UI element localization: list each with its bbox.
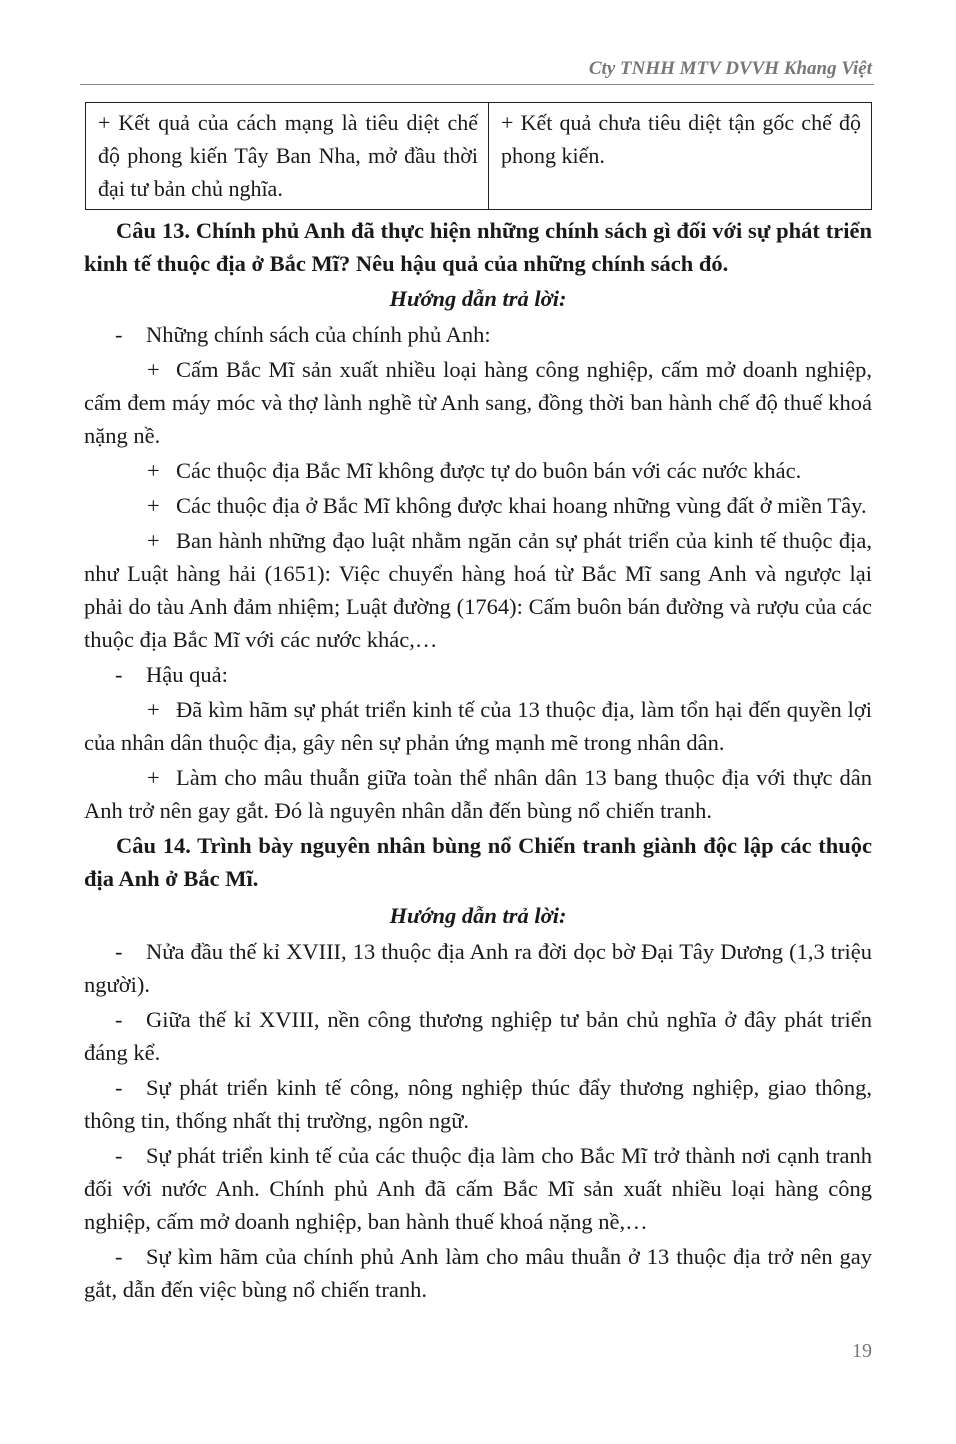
answer-item <box>84 489 872 522</box>
bullet-marker: - <box>115 1143 123 1168</box>
answer-item <box>84 1071 872 1137</box>
bullet-marker: + <box>147 357 160 382</box>
bullet-marker: + <box>147 765 160 790</box>
answer-text: Đã kìm hãm sự phát triển kinh tế của 13 thuộc địa, làm tổn hại đến quyền lợi của nhân dân thuộc địa, gây nên sự phản ứng mạnh mẽ trong nhân dân. <box>84 697 872 755</box>
answer-text: Những chính sách của chính phủ Anh: <box>146 322 491 347</box>
bullet-marker: + <box>147 528 160 553</box>
question-14-guide: Hướng dẫn trả lời: <box>389 903 567 928</box>
bullet-marker: - <box>115 1244 123 1269</box>
bullet-marker: - <box>115 662 123 687</box>
answer-text: Giữa thế kỉ XVIII, nền công thương nghiệp tư bản chủ nghĩa ở đây phát triển đáng kể. <box>84 1007 872 1065</box>
table-cell-left: + Kết quả của cách mạng là tiêu diệt chế độ phong kiến Tây Ban Nha, mở đầu thời đại tư bản chủ nghĩa. <box>86 103 489 210</box>
bullet-marker: + <box>147 493 160 518</box>
question-13-answers <box>84 318 872 827</box>
question-13-title: Câu 13. Chính phủ Anh đã thực hiện những chính sách gì đối với sự phát triển kinh tế thuộc địa ở Bắc Mĩ? Nêu hậu quả của những chính sách đó. <box>84 218 872 276</box>
answer-item <box>84 658 872 691</box>
answer-item <box>84 761 872 827</box>
answer-item <box>84 318 872 351</box>
running-header: Cty TNHH MTV DVVH Khang Việt <box>588 58 872 79</box>
answer-item <box>84 1139 872 1238</box>
answer-text: Sự phát triển kinh tế công, nông nghiệp thúc đẩy thương nghiệp, giao thông, thông tin, thống nhất thị trường, ngôn ngữ. <box>84 1075 872 1133</box>
answer-item <box>84 353 872 452</box>
answer-item <box>84 524 872 656</box>
bullet-marker: + <box>147 458 160 483</box>
bullet-marker: - <box>115 1007 123 1032</box>
answer-item <box>84 935 872 1001</box>
page-number: 19 <box>852 1340 872 1362</box>
question-14-answers <box>84 935 872 1306</box>
header-rule <box>80 84 874 85</box>
bullet-marker: + <box>147 697 160 722</box>
answer-text: Làm cho mâu thuẫn giữa toàn thể nhân dân 13 bang thuộc địa với thực dân Anh trở nên gay gắt. Đó là nguyên nhân dẫn đến bùng nổ chiến tranh. <box>84 765 872 823</box>
answer-text: Sự phát triển kinh tế của các thuộc địa làm cho Bắc Mĩ trở thành nơi cạnh tranh đối với nước Anh. Chính phủ Anh đã cấm Bắc Mĩ sản xuất nhiều loại hàng công nghiệp, cấm mở doanh nghiệp, ban hành thuế khoá nặng nề,… <box>84 1143 872 1234</box>
answer-text: Cấm Bắc Mĩ sản xuất nhiều loại hàng công nghiệp, cấm mở doanh nghiệp, cấm đem máy móc và thợ lành nghề từ Anh sang, đồng thời ban hành chế độ thuế khoá nặng nề. <box>84 357 872 448</box>
answer-item <box>84 1240 872 1306</box>
answer-text: Các thuộc địa ở Bắc Mĩ không được khai hoang những vùng đất ở miền Tây. <box>176 493 867 518</box>
answer-item <box>84 1003 872 1069</box>
answer-text: Các thuộc địa Bắc Mĩ không được tự do buôn bán với các nước khác. <box>176 458 802 483</box>
page-content <box>84 214 872 1308</box>
bullet-marker: - <box>115 322 123 347</box>
comparison-table <box>85 102 872 210</box>
question-14-title: Câu 14. Trình bày nguyên nhân bùng nổ Chiến tranh giành độc lập các thuộc địa Anh ở Bắc Mĩ. <box>84 833 872 891</box>
answer-text: Hậu quả: <box>146 662 228 687</box>
answer-text: Nửa đầu thế kỉ XVIII, 13 thuộc địa Anh ra đời dọc bờ Đại Tây Dương (1,3 triệu người). <box>84 939 872 997</box>
answer-text: Ban hành những đạo luật nhằm ngăn cản sự phát triển của kinh tế thuộc địa, như Luật hàng hải (1651): Việc chuyển hàng hoá từ Bắc Mĩ sang Anh và ngược lại phải do tàu Anh đảm nhiệm; Luật đường (1764): Cấm buôn bán đường và rượu của các thuộc địa Bắc Mĩ với các nước khác,… <box>84 528 872 652</box>
answer-item <box>84 454 872 487</box>
table-cell-right: + Kết quả chưa tiêu diệt tận gốc chế độ phong kiến. <box>489 103 872 210</box>
bullet-marker: - <box>115 1075 123 1100</box>
bullet-marker: - <box>115 939 123 964</box>
question-13-guide: Hướng dẫn trả lời: <box>389 286 567 311</box>
answer-item <box>84 693 872 759</box>
answer-text: Sự kìm hãm của chính phủ Anh làm cho mâu thuẫn ở 13 thuộc địa trở nên gay gắt, dẫn đến việc bùng nổ chiến tranh. <box>84 1244 872 1302</box>
